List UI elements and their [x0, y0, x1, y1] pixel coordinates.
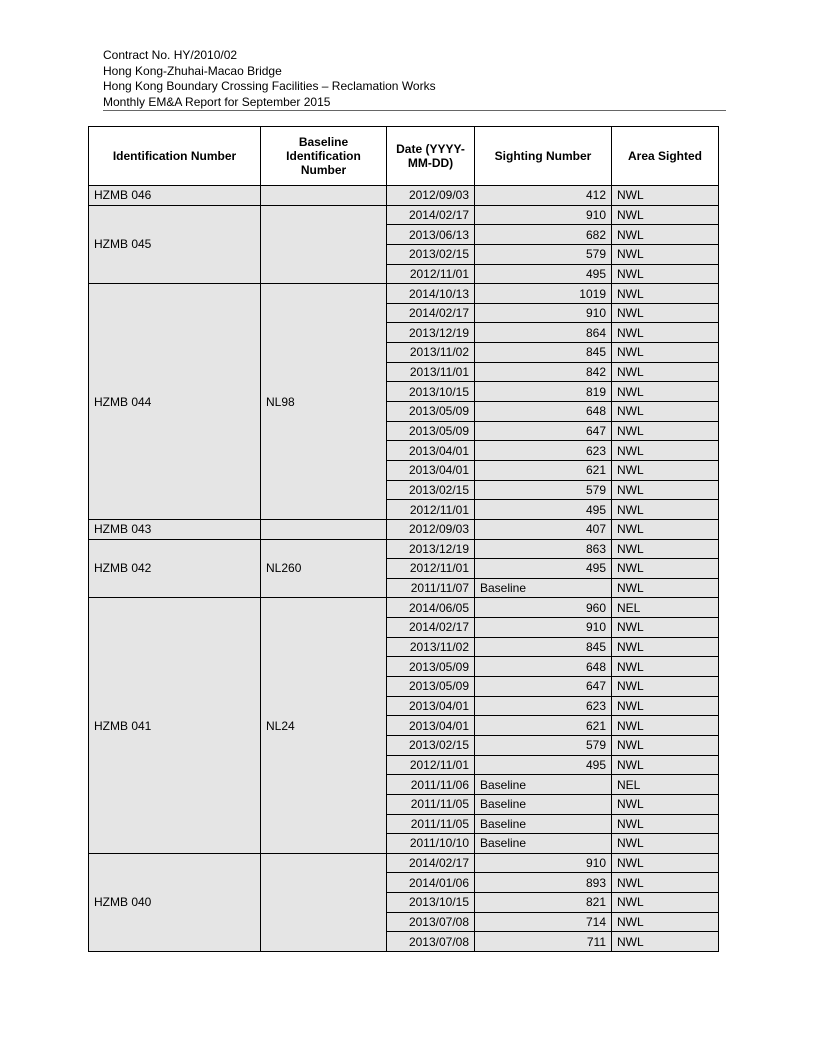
- area-sighted-cell: NWL: [612, 834, 719, 854]
- date-cell: 2013/10/15: [387, 893, 475, 913]
- baseline-id-cell: [261, 853, 387, 951]
- table-row: [89, 539, 719, 559]
- date-cell: 2012/11/01: [387, 755, 475, 775]
- area-sighted-cell: NWL: [612, 402, 719, 422]
- area-sighted-cell: NWL: [612, 480, 719, 500]
- table-row: [89, 853, 719, 873]
- col-baseline-identification-number: Baseline Identification Number: [261, 127, 387, 186]
- sighting-number-cell: 648: [475, 657, 612, 677]
- area-sighted-cell: NWL: [612, 657, 719, 677]
- sighting-number-cell: 842: [475, 362, 612, 382]
- area-sighted-cell: NWL: [612, 343, 719, 363]
- area-sighted-cell: NWL: [612, 578, 719, 598]
- area-sighted-cell: NWL: [612, 539, 719, 559]
- date-cell: 2011/11/07: [387, 578, 475, 598]
- date-cell: 2012/09/03: [387, 186, 475, 206]
- identification-number-cell: HZMB 044: [89, 284, 261, 520]
- sighting-number-cell: 647: [475, 421, 612, 441]
- sighting-number-cell: Baseline: [475, 775, 612, 795]
- sighting-number-cell: 579: [475, 480, 612, 500]
- area-sighted-cell: NWL: [612, 912, 719, 932]
- area-sighted-cell: NWL: [612, 460, 719, 480]
- date-cell: 2011/11/05: [387, 814, 475, 834]
- sighting-number-cell: 819: [475, 382, 612, 402]
- date-cell: 2014/02/17: [387, 618, 475, 638]
- sighting-number-cell: Baseline: [475, 578, 612, 598]
- sighting-number-cell: 495: [475, 500, 612, 520]
- sighting-number-cell: 711: [475, 932, 612, 952]
- date-cell: 2014/02/17: [387, 303, 475, 323]
- sighting-number-cell: 623: [475, 441, 612, 461]
- sighting-number-cell: 495: [475, 264, 612, 284]
- area-sighted-cell: NWL: [612, 362, 719, 382]
- date-cell: 2013/10/15: [387, 382, 475, 402]
- date-cell: 2013/11/02: [387, 637, 475, 657]
- sighting-number-cell: 621: [475, 460, 612, 480]
- sighting-number-cell: 412: [475, 186, 612, 206]
- date-cell: 2014/01/06: [387, 873, 475, 893]
- sighting-number-cell: 714: [475, 912, 612, 932]
- sighting-number-cell: Baseline: [475, 834, 612, 854]
- date-cell: 2013/11/01: [387, 362, 475, 382]
- area-sighted-cell: NWL: [612, 814, 719, 834]
- date-cell: 2013/04/01: [387, 716, 475, 736]
- date-cell: 2013/05/09: [387, 402, 475, 422]
- date-cell: 2012/11/01: [387, 264, 475, 284]
- area-sighted-cell: NWL: [612, 186, 719, 206]
- table-row: [89, 519, 719, 539]
- date-cell: 2013/12/19: [387, 539, 475, 559]
- area-sighted-cell: NWL: [612, 755, 719, 775]
- identification-number-cell: HZMB 041: [89, 598, 261, 853]
- date-cell: 2013/07/08: [387, 912, 475, 932]
- baseline-id-cell: [261, 186, 387, 206]
- date-cell: 2013/05/09: [387, 421, 475, 441]
- baseline-id-cell: NL24: [261, 598, 387, 853]
- date-cell: 2013/07/08: [387, 932, 475, 952]
- area-sighted-cell: NWL: [612, 618, 719, 638]
- area-sighted-cell: NWL: [612, 637, 719, 657]
- sighting-number-cell: 893: [475, 873, 612, 893]
- area-sighted-cell: NWL: [612, 205, 719, 225]
- sighting-number-cell: 623: [475, 696, 612, 716]
- area-sighted-cell: NWL: [612, 893, 719, 913]
- date-cell: 2012/11/01: [387, 559, 475, 579]
- date-cell: 2013/02/15: [387, 244, 475, 264]
- identification-number-cell: HZMB 045: [89, 205, 261, 284]
- date-cell: 2013/04/01: [387, 441, 475, 461]
- date-cell: 2013/04/01: [387, 696, 475, 716]
- baseline-id-cell: [261, 519, 387, 539]
- sighting-number-cell: 579: [475, 735, 612, 755]
- sighting-number-cell: 845: [475, 637, 612, 657]
- sighting-number-cell: 495: [475, 755, 612, 775]
- area-sighted-cell: NWL: [612, 323, 719, 343]
- date-cell: 2014/10/13: [387, 284, 475, 304]
- date-cell: 2013/11/02: [387, 343, 475, 363]
- sighting-table: [88, 126, 719, 952]
- area-sighted-cell: NWL: [612, 225, 719, 245]
- identification-number-cell: HZMB 042: [89, 539, 261, 598]
- date-cell: 2013/06/13: [387, 225, 475, 245]
- area-sighted-cell: NWL: [612, 303, 719, 323]
- sighting-number-cell: 910: [475, 303, 612, 323]
- header-divider: [103, 110, 726, 111]
- area-sighted-cell: NWL: [612, 716, 719, 736]
- date-cell: 2011/11/06: [387, 775, 475, 795]
- area-sighted-cell: NWL: [612, 500, 719, 520]
- identification-number-cell: HZMB 046: [89, 186, 261, 206]
- sighting-number-cell: 647: [475, 677, 612, 697]
- sighting-number-cell: Baseline: [475, 794, 612, 814]
- col-identification-number: Identification Number: [89, 127, 261, 186]
- sighting-number-cell: 864: [475, 323, 612, 343]
- date-cell: 2014/02/17: [387, 205, 475, 225]
- date-cell: 2014/02/17: [387, 853, 475, 873]
- table-row: [89, 205, 719, 225]
- sighting-number-cell: 1019: [475, 284, 612, 304]
- area-sighted-cell: NWL: [612, 519, 719, 539]
- table-row: [89, 284, 719, 304]
- identification-number-cell: HZMB 040: [89, 853, 261, 951]
- area-sighted-cell: NWL: [612, 873, 719, 893]
- col-area-sighted: Area Sighted: [612, 127, 719, 186]
- sighting-number-cell: Baseline: [475, 814, 612, 834]
- report-header: [103, 48, 726, 110]
- sighting-number-cell: 621: [475, 716, 612, 736]
- sighting-number-cell: 682: [475, 225, 612, 245]
- sighting-number-cell: 579: [475, 244, 612, 264]
- sighting-number-cell: 960: [475, 598, 612, 618]
- project-subtitle: Hong Kong Boundary Crossing Facilities – Reclamation Works: [103, 79, 436, 93]
- sighting-number-cell: 495: [475, 559, 612, 579]
- col-sighting-number: Sighting Number: [475, 127, 612, 186]
- area-sighted-cell: NWL: [612, 677, 719, 697]
- area-sighted-cell: NWL: [612, 735, 719, 755]
- date-cell: 2011/10/10: [387, 834, 475, 854]
- area-sighted-cell: NWL: [612, 284, 719, 304]
- area-sighted-cell: NWL: [612, 244, 719, 264]
- date-cell: 2013/02/15: [387, 480, 475, 500]
- area-sighted-cell: NWL: [612, 932, 719, 952]
- date-cell: 2012/11/01: [387, 500, 475, 520]
- date-cell: 2013/04/01: [387, 460, 475, 480]
- area-sighted-cell: NWL: [612, 421, 719, 441]
- sighting-number-cell: 863: [475, 539, 612, 559]
- area-sighted-cell: NWL: [612, 794, 719, 814]
- area-sighted-cell: NWL: [612, 696, 719, 716]
- sighting-number-cell: 821: [475, 893, 612, 913]
- col-date: Date (YYYY-MM-DD): [387, 127, 475, 186]
- date-cell: 2011/11/05: [387, 794, 475, 814]
- report-title: Monthly EM&A Report for September 2015: [103, 94, 331, 109]
- area-sighted-cell: NWL: [612, 264, 719, 284]
- baseline-id-cell: NL260: [261, 539, 387, 598]
- contract-number: Contract No. HY/2010/02: [103, 48, 238, 62]
- area-sighted-cell: NWL: [612, 853, 719, 873]
- area-sighted-cell: NWL: [612, 441, 719, 461]
- sighting-number-cell: 648: [475, 402, 612, 422]
- table-row: [89, 598, 719, 618]
- area-sighted-cell: NEL: [612, 775, 719, 795]
- sighting-number-cell: 910: [475, 853, 612, 873]
- date-cell: 2012/09/03: [387, 519, 475, 539]
- sighting-number-cell: 845: [475, 343, 612, 363]
- date-cell: 2014/06/05: [387, 598, 475, 618]
- area-sighted-cell: NWL: [612, 382, 719, 402]
- baseline-id-cell: NL98: [261, 284, 387, 520]
- area-sighted-cell: NWL: [612, 559, 719, 579]
- table-row: [89, 186, 719, 206]
- date-cell: 2013/12/19: [387, 323, 475, 343]
- baseline-id-cell: [261, 205, 387, 284]
- area-sighted-cell: NEL: [612, 598, 719, 618]
- table-header-row: [89, 127, 719, 186]
- sighting-number-cell: 910: [475, 205, 612, 225]
- date-cell: 2013/05/09: [387, 657, 475, 677]
- sighting-number-cell: 407: [475, 519, 612, 539]
- table-body: [89, 186, 719, 952]
- project-name: Hong Kong-Zhuhai-Macao Bridge: [103, 63, 282, 78]
- sighting-number-cell: 910: [475, 618, 612, 638]
- date-cell: 2013/05/09: [387, 677, 475, 697]
- date-cell: 2013/02/15: [387, 735, 475, 755]
- identification-number-cell: HZMB 043: [89, 519, 261, 539]
